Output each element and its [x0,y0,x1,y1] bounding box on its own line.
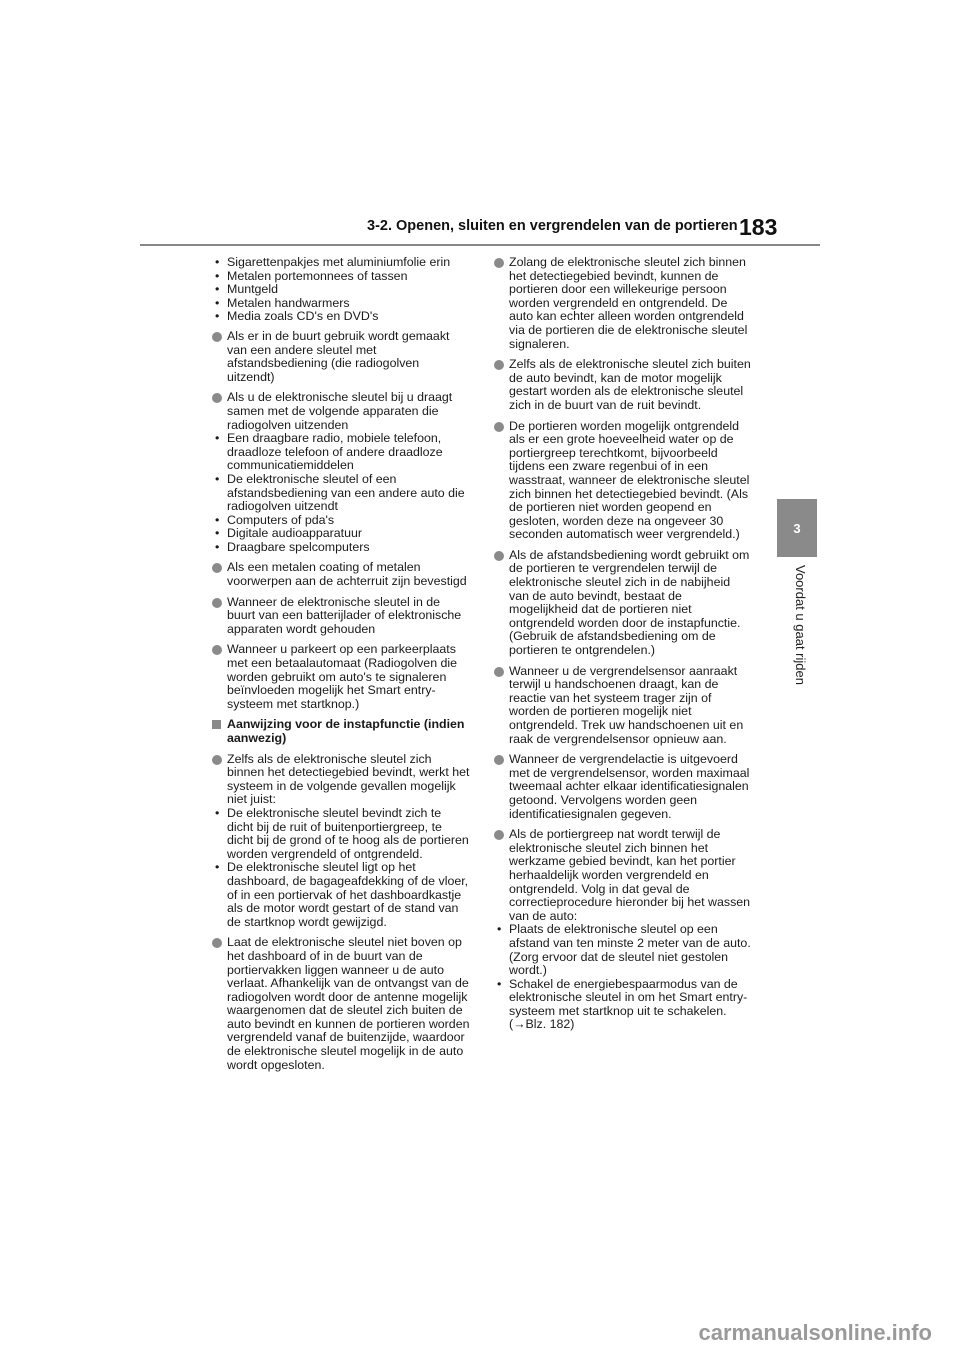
list-item: • De elektronische sleutel bevindt zich te dicht bij de ruit of buitenportiergreep, te dicht bij de grond of te hoog als de portieren worden vergrendeld of ontgrendeld. [215,805,469,861]
note-paragraph: Wanneer de elektronische sleutel in de buurt van een batterijlader of elektronische apparaten wordt gehouden [212,596,470,637]
bullet-circle-icon [212,563,222,573]
list-item: • Media zoals CD's en DVD's [215,309,379,324]
intro-list [212,256,470,324]
bullet-circle-icon [212,938,222,948]
bullet-circle-icon [494,755,504,765]
section-heading: Aanwijzing voor de instapfunctie (indien aanwezig) [212,718,470,745]
page-number: 183 [739,214,778,240]
list-item: • Muntgeld [215,282,278,297]
section-square-icon [212,720,221,729]
list-item: • Computers of pda's [215,512,335,527]
bullet-circle-icon [494,422,504,432]
note-paragraph: Laat de elektronische sleutel niet boven op het dashboard of in de buurt van de portiervakken liggen wanneer u de auto verlaat. Afhankelijk van de ontvangst van de radiogolven wordt door de antenne mogelijk waargenomen dat de sleutel zich buiten de auto bevindt en kunnen de portieren worden vergrendeld vanaf de buitenzijde, waardoor de elektronische sleutel mogelijk in de auto wordt opgesloten. [212,936,470,1072]
header-divider [140,244,820,246]
list-item: • De elektronische sleutel ligt op het dashboard, de bagageafdekking of de vloer, of in een portiervak of het dashboardkastje als de motor wordt gestart of de stand van de startknop wordt gewijzigd. [215,860,469,929]
chapter-label: Voordat u gaat rijden [793,565,808,685]
bullet-circle-icon [494,667,504,677]
note-paragraph: Zelfs als de elektronische sleutel zich binnen het detectiegebied bevindt, werkt het systeem in de volgende gevallen mogelijk niet juist: • De elektronische sleutel bevindt zich te dicht bij de ruit of buitenportiergreep, te dicht bij de grond of te hoog als de portieren worden vergrendeld of ontgrendeld. • De elektronische sleutel ligt op het dashboard, de bagageafdekking of de vloer, of in een portiervak of het dashboardkastje als de motor wordt gestart of de stand van de startknop wordt gewijzigd. [212,753,470,930]
left-column [212,256,470,1079]
note-paragraph: Als de afstandsbediening wordt gebruikt om de portieren te vergrendelen terwijl de elektronische sleutel zich in de nabijheid van de auto bevindt, bestaat de mogelijkheid dat de portieren niet ontgrendeld worden door de instapfunctie. (Gebruik de afstandsbediening om de portieren te ontgrendelen.) [494,549,752,658]
list-item: • Digitale audioapparatuur [215,526,363,541]
bullet-circle-icon [212,755,222,765]
bullet-circle-icon [212,598,222,608]
note-paragraph: Als een metalen coating of metalen voorwerpen aan de achterruit zijn bevestigd [212,561,470,588]
bullet-circle-icon [212,332,222,342]
watermark: carmanualsonline.info [698,1320,932,1345]
bullet-circle-icon [494,360,504,370]
note-paragraph: Wanneer de vergrendelactie is uitgevoerd met de vergrendelsensor, worden maximaal tweemaal achter elkaar identificatiesignalen getoond. Vervolgens worden geen identificatiesignalen gegeven. [494,753,752,821]
bullet-circle-icon [494,551,504,561]
list-item: • Metalen handwarmers [215,295,350,310]
bullet-circle-icon [494,830,504,840]
note-paragraph: Als de portiergreep nat wordt terwijl de elektronische sleutel zich binnen het werkzame gebied bevindt, kan het portier herhaaldelijk worden vergrendeld en ontgrendeld. Volg in dat geval de correctieprocedure hieronder bij het wassen van de auto: • Plaats de elektronische sleutel op een afstand van ten minste 2 meter van de auto. (Zorg ervoor dat de sleutel niet gestolen wordt.) • Schakel de energiebespaarmodus van de elektronische sleutel in om het Smart entry-systeem met startknop uit te schakelen. (→Blz. 182) [494,828,752,1032]
list-item: • De elektronische sleutel of een afstandsbediening van een andere auto die radiogolven uitzendt [215,471,465,514]
bullet-circle-icon [494,258,504,268]
list-item: • Schakel de energiebespaarmodus van de elektronische sleutel in om het Smart entry-systeem met startknop uit te schakelen. (→Blz. 182) [497,976,748,1032]
chapter-tab: 3 [777,499,817,557]
note-paragraph: Als er in de buurt gebruik wordt gemaakt van een andere sleutel met afstandsbediening (die radiogolven uitzendt) [212,330,470,384]
note-paragraph: Wanneer u parkeert op een parkeerplaats met een betaalautomaat (Radiogolven die worden gebruikt om auto's te signaleren beïnvloeden mogelijk het Smart entry-systeem met startknop.) [212,643,470,711]
bullet-circle-icon [212,393,222,403]
note-paragraph: Zelfs als de elektronische sleutel zich buiten de auto bevindt, kan de motor mogelijk gestart worden als de elektronische sleutel zich in de buurt van de ruit bevindt. [494,358,752,412]
list-item: • Plaats de elektronische sleutel op een afstand van ten minste 2 meter van de auto. (Zorg ervoor dat de sleutel niet gestolen wordt.) [497,922,751,978]
list-item: • Een draagbare radio, mobiele telefoon, draadloze telefoon of andere draadloze communicatiemiddelen [215,431,443,473]
note-paragraph: Als u de elektronische sleutel bij u draagt samen met de volgende apparaten die radiogolven uitzenden • Een draagbare radio, mobiele telefoon, draadloze telefoon of andere draadloze communicatiemiddelen • De elektronische sleutel of een afstandsbediening van een andere auto die radiogolven uitzendt • Computers of pda's • Digitale audioapparatuur • Draagbare spelcomputers [212,391,470,554]
list-item: • Metalen portemonnees of tassen [215,268,408,283]
page-title: 3-2. Openen, sluiten en vergrendelen van de portieren [367,218,738,234]
note-paragraph: Zolang de elektronische sleutel zich binnen het detectiegebied bevindt, kunnen de portieren door een willekeurige persoon worden vergrendeld en ontgrendeld. De auto kan echter alleen worden ontgrendeld via de portieren die de elektronische sleutel signaleren. [494,256,752,351]
bullet-circle-icon [212,645,222,655]
list-item: • Draagbare spelcomputers [215,539,370,554]
note-paragraph: De portieren worden mogelijk ontgrendeld als er een grote hoeveelheid water op de portiergreep terechtkomt, bijvoorbeeld tijdens een zware regenbui of in een wasstraat, wanneer de elektronische sleutel zich binnen het detectiegebied bevindt. (Als de portieren niet worden geopend en gesloten, worden deze na ongeveer 30 seconden automatisch weer vergrendeld.) [494,420,752,542]
note-paragraph: Wanneer u de vergrendelsensor aanraakt terwijl u handschoenen draagt, kan de reactie van het systeem trager zijn of worden de portieren mogelijk niet ontgrendeld. Trek uw handschoenen uit en raak de vergrendelsensor opnieuw aan. [494,665,752,747]
list-item: • Sigarettenpakjes met aluminiumfolie erin [215,255,451,269]
right-column [494,256,752,1039]
